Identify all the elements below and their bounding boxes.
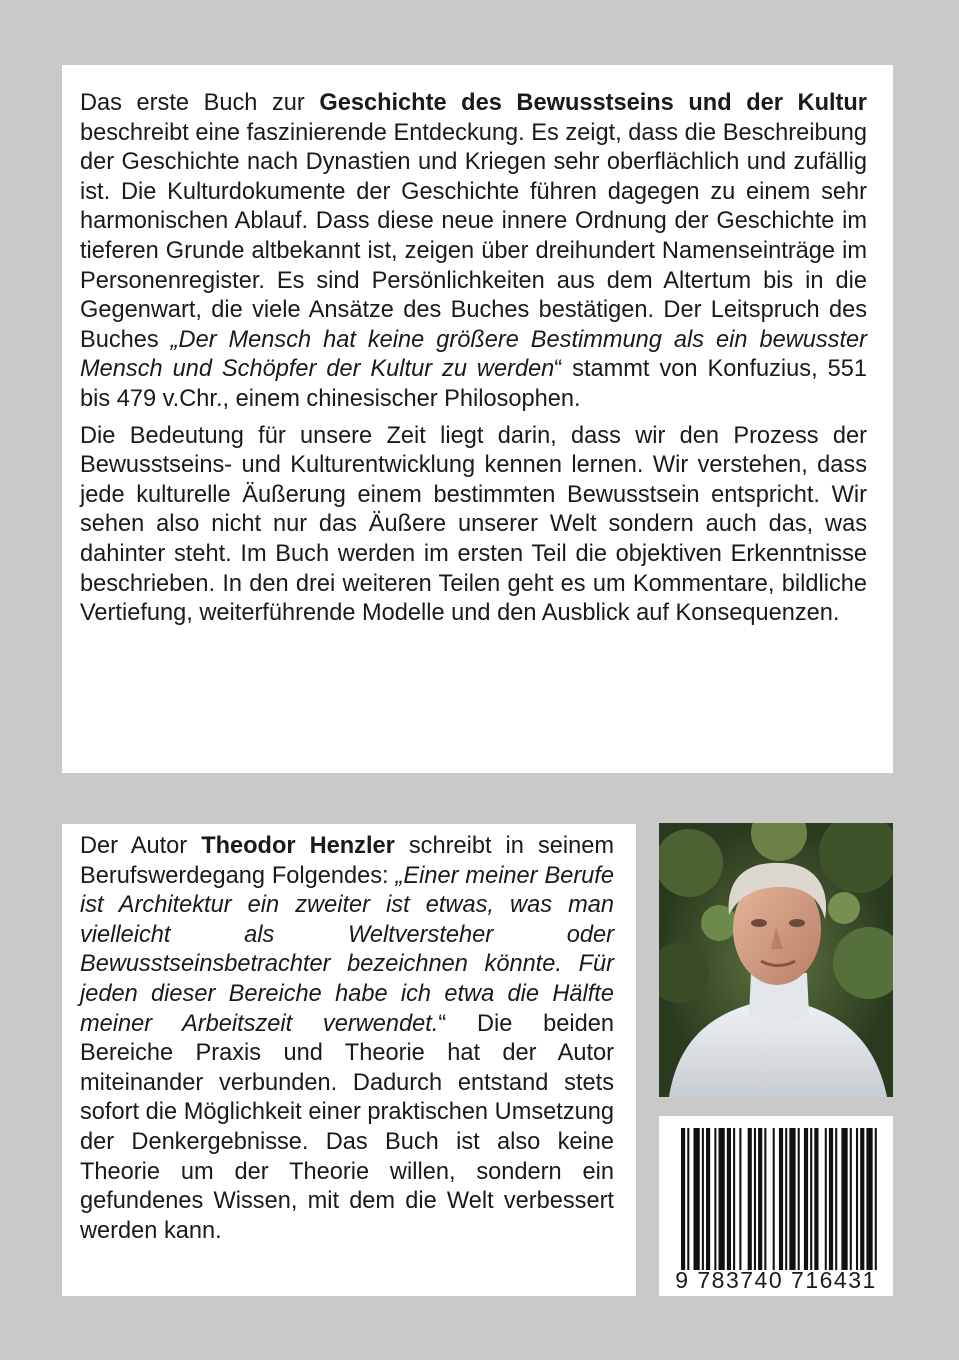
barcode-bar xyxy=(687,1128,689,1270)
barcode-bar xyxy=(739,1128,741,1270)
barcode-bar xyxy=(798,1128,800,1270)
intro-text-start: Das erste Buch zur xyxy=(80,90,320,116)
author-photo xyxy=(659,823,893,1097)
author-text-end: “ Die beiden Bereiche Praxis und Theorie hat der Autor miteinander verbunden. Dadurch entstand stets sofort die Möglichkeit einer praktischen Umsetzung der Denkergebnisse. Das Buch ist also keine Theorie um der Theorie willen, sondern ein gefundenes Wissen, mit dem die Welt verbessert werden kann. xyxy=(80,1010,614,1244)
barcode-bar xyxy=(860,1128,864,1270)
barcode-bar xyxy=(754,1128,756,1270)
barcode-bar xyxy=(694,1128,700,1270)
barcode-bar xyxy=(764,1128,766,1270)
barcode-bar xyxy=(856,1128,858,1270)
barcode-bar xyxy=(814,1128,818,1270)
barcode-bars-icon xyxy=(681,1128,881,1270)
barcode-bar xyxy=(825,1128,827,1270)
author-text-start: Der Autor xyxy=(80,833,202,859)
motto-quote: „Der Mensch hat keine größere Bestimmung als ein bewusster Mensch und Schöpfer der Kultur zu werden xyxy=(80,326,867,383)
intro-paragraph xyxy=(80,89,867,415)
isbn-number: 9 783740 716431 xyxy=(675,1267,877,1293)
barcode-bar xyxy=(835,1128,837,1270)
barcode-bar xyxy=(810,1128,812,1270)
author-portrait-illustration xyxy=(659,823,893,1097)
barcode-bar xyxy=(866,1128,872,1270)
barcode-bar xyxy=(789,1128,795,1270)
barcode-bar xyxy=(727,1128,731,1270)
barcode-bar xyxy=(875,1128,877,1270)
barcode-bar xyxy=(779,1128,783,1270)
barcode-bar xyxy=(719,1128,725,1270)
barcode-bar xyxy=(850,1128,852,1270)
barcode-bar xyxy=(748,1128,752,1270)
barcode-bar xyxy=(829,1128,833,1270)
author-name: Theodor Henzler xyxy=(201,833,395,859)
author-paragraph xyxy=(80,832,614,1246)
barcode-bar xyxy=(733,1128,735,1270)
barcode-bar xyxy=(714,1128,716,1270)
significance-paragraph: Die Bedeutung für unsere Zeit liegt darin, dass wir den Prozess der Bewusstseins- und Kulturentwicklung kennen lernen. Wir verstehen, dass jede kulturelle Äußerung einem bestimmten Bewusstsein entspricht. Wir sehen also nicht nur das Äußere unserer Welt sondern auch das, was dahinter steht. Im Buch werden im ersten Teil die objektiven Erkenntnisse beschrieben. In den drei weiteren Teilen geht es um Kommentare, bildliche Vertiefung, weiterführende Modelle und den Ausblick auf Konsequenzen. xyxy=(80,422,867,627)
barcode-bar xyxy=(841,1128,847,1270)
intro-text-end: “ stammt von Konfuzius, 551 bis 479 v.Chr., einem chinesischer Philosophen. xyxy=(80,356,867,412)
barcode-bar xyxy=(681,1128,685,1270)
barcode-bar xyxy=(773,1128,775,1270)
description-panel xyxy=(62,65,893,773)
barcode-bar xyxy=(702,1128,704,1270)
barcode-bar xyxy=(804,1128,808,1270)
barcode-bar xyxy=(758,1128,762,1270)
isbn-barcode xyxy=(659,1116,893,1296)
author-quote: „Einer meiner Berufe ist Architektur ein zweiter ist etwas, was man vielleicht als Weltversteher oder Bewusstseinsbetrachter bezeichnen könnte. Für jeden dieser Bereiche habe ich etwa die Hälfte meiner Arbeitszeit verwendet. xyxy=(80,862,614,1037)
intro-text-body: beschreibt eine faszinierende Entdeckung. Es zeigt, dass die Beschreibung der Geschichte nach Dynastien und Kriegen sehr oberflächlich und zufällig ist. Die Kulturdokumente der Geschichte führen dagegen zu einem sehr harmonischen Ablauf. Dass diese neue innere Ordnung der Geschichte im tieferen Grunde altbekannt ist, zeigen über dreihundert Namenseinträge im Personenregister. Es sind Persönlichkeiten aus dem Altertum bis in die Gegenwart, die viele Ansätze des Buches bestätigen. Der Leitspruch des Buches xyxy=(80,119,867,353)
barcode-bar xyxy=(706,1128,710,1270)
author-panel xyxy=(62,824,636,1296)
book-title-emphasis: Geschichte des Bewusstseins und der Kultur xyxy=(319,90,867,116)
barcode-bar xyxy=(785,1128,787,1270)
author-text-intro: schreibt in seinem Berufswerdegang Folgendes: xyxy=(80,833,615,889)
